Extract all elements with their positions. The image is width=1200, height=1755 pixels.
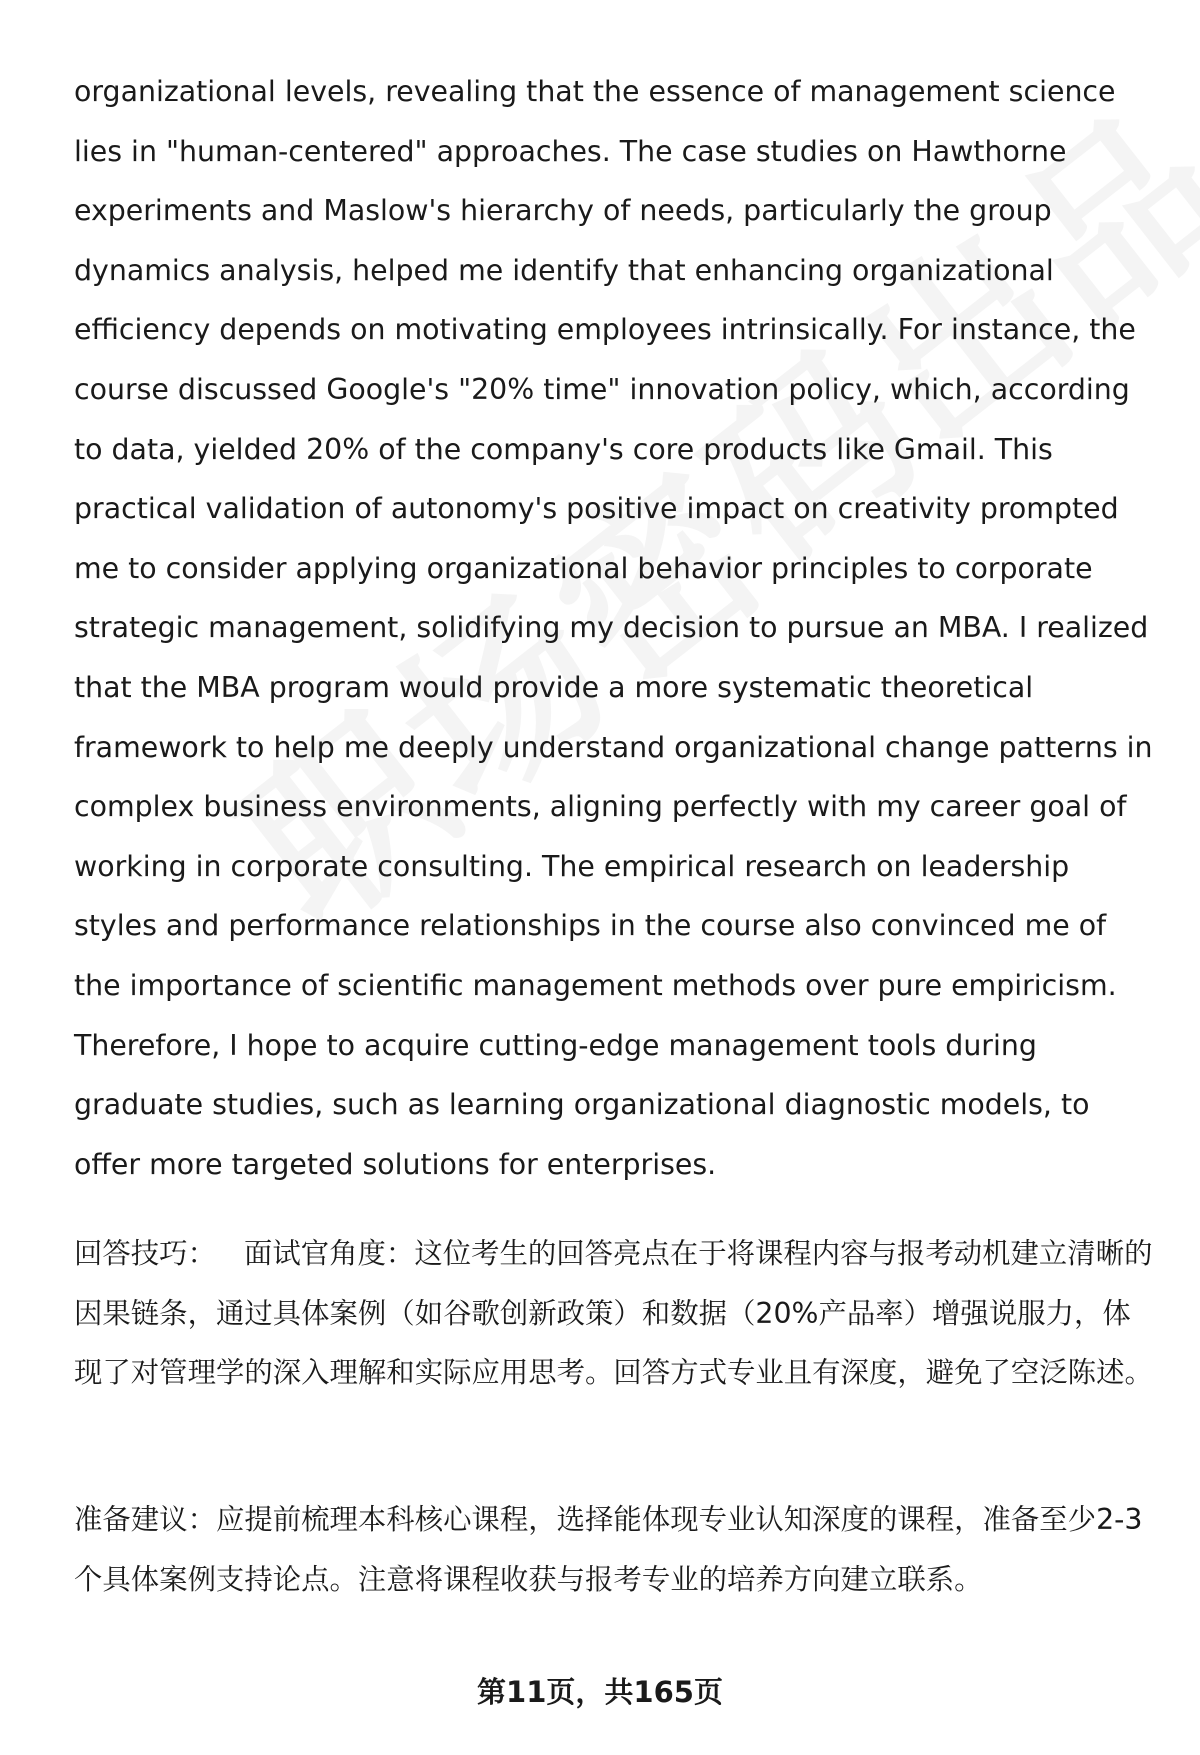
- answer-tips-label: 回答技巧：: [74, 1237, 216, 1270]
- body-paragraph: organizational levels, revealing that the essence of management science lies in "human-centered" approaches. The case studies on Hawthorne experiments and Maslow's hierarchy of needs, particularly the group dynamics analysis, helped me identify that enhancing organizational efficiency depends on motivating employees intrinsically. For instance, the course discussed Google's "20% time" innovation policy, which, according to data, yielded 20% of the company's core products like Gmail. This practical validation of autonomy's positive impact on creativity prompted me to consider applying organizational behavior principles to corporate strategic management, solidifying my decision to pursue an MBA. I realized that the MBA program would provide a more systematic theoretical framework to help me deeply understand organizational change patterns in complex business environments, aligning perfectly with my career goal of working in corporate consulting. The empirical research on leadership styles and performance relationships in the course also convinced me of the importance of scientific management methods over pure empiricism. Therefore, I hope to acquire cutting-edge management tools during graduate studies, such as learning organizational diagnostic models, to offer more targeted solutions for enterprises.: [74, 75, 1153, 1181]
- page-number: 第11页，共165页: [477, 1675, 723, 1709]
- answer-tips-text: 面试官角度：这位考生的回答亮点在于将课程内容与报考动机建立清晰的因果链条，通过具体案例（如谷歌创新政策）和数据（20%产品率）增强说服力，体现了对管理学的深入理解和实际应用思考。回答方式专业且有深度，避免了空泛陈述。: [74, 1237, 1153, 1390]
- prep-advice-paragraph: 准备建议：应提前梳理本科核心课程，选择能体现专业认知深度的课程，准备至少2-3个具体案例支持论点。注意将课程收获与报考专业的培养方向建立联系。: [74, 1503, 1143, 1596]
- answer-tips-paragraph: [74, 1224, 1154, 1403]
